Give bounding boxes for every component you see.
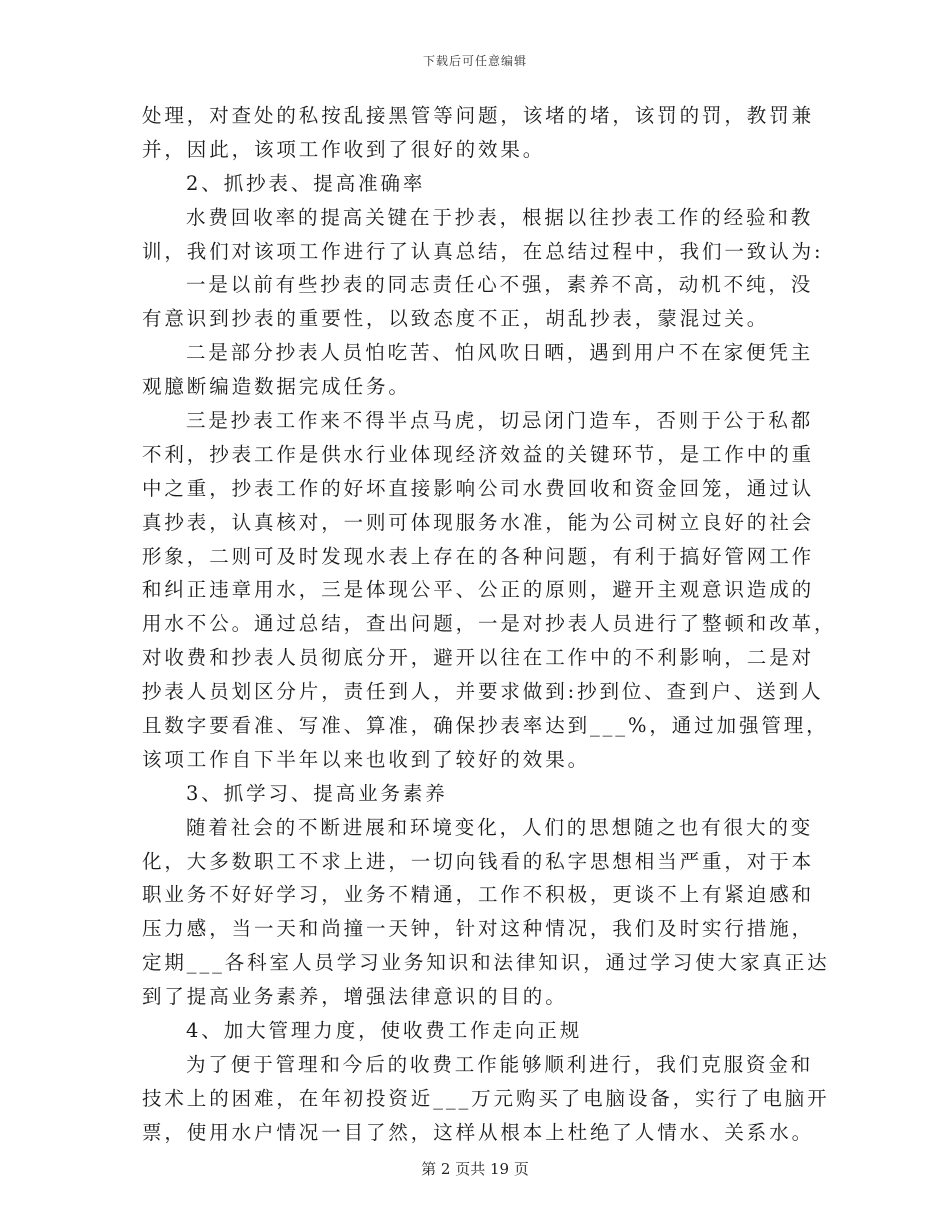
text-line: 为了便于管理和今后的收费工作能够顺利进行，我们克服资金和: [186, 1052, 814, 1076]
text-line: 三是抄表工作来不得半点马虎，切忌闭门造车，否则于公于私都: [186, 409, 814, 433]
text-line: 一是以前有些抄表的同志责任心不强，素养不高，动机不纯，没: [186, 273, 814, 297]
text-line: 到了提高业务素养，增强法律意识的目的。: [142, 985, 568, 1009]
document-body: [142, 99, 837, 1150]
text-line: 随着社会的不断进展和环境变化，人们的思想随之也有很大的变: [186, 815, 814, 839]
page-footer: 第 2 页共 19 页: [421, 1160, 529, 1178]
text-line: 和纠正违章用水，三是体现公平、公正的原则，避开主观意识造成的: [142, 578, 815, 602]
text-line: 不利，抄表工作是供水行业体现经济效益的关键环节，是工作中的重: [142, 442, 815, 466]
text-line: 该项工作自下半年以来也收到了较好的效果。: [142, 747, 591, 771]
text-line: 对收费和抄表人员彻底分开，避开以往在工作中的不利影响，二是对: [142, 646, 815, 670]
section-heading: 3、抓学习、提高业务素养: [186, 781, 448, 805]
text-line: 且数字要看准、写准、算准，确保抄表率达到___%，通过加强管理，: [142, 714, 829, 738]
text-line: 技术上的困难，在年初投资近___万元购买了电脑设备，实行了电脑开: [142, 1086, 830, 1110]
text-line: 水费回收率的提高关键在于抄表，根据以往抄表工作的经验和教: [186, 205, 814, 229]
text-line: 抄表人员划区分片，责任到人，并要求做到:抄到位、查到户、送到人: [142, 680, 824, 704]
text-line: 化，大多数职工不求上进，一切向钱看的私字思想相当严重，对于本: [142, 849, 815, 873]
text-line: 并，因此，该项工作收到了很好的效果。: [142, 137, 546, 161]
text-line: 职业务不好好学习，业务不精通，工作不积极，更谈不上有紧迫感和: [142, 883, 815, 907]
text-line: 定期___各科室人员学习业务知识和法律知识，通过学习使大家真正达: [142, 951, 830, 975]
page-header: 下载后可任意编辑: [422, 54, 527, 68]
section-heading: 4、加大管理力度，使收费工作走向正规: [186, 1019, 583, 1043]
text-line: 二是部分抄表人员怕吃苦、怕风吹日晒，遇到用户不在家便凭主: [186, 341, 814, 365]
section-heading: 2、抓抄表、提高准确率: [186, 171, 426, 195]
text-line: 用水不公。通过总结，查出问题，一是对抄表人员进行了整顿和改革，: [142, 612, 837, 636]
text-line: 处理，对查处的私按乱接黑管等问题，该堵的堵，该罚的罚，教罚兼: [142, 104, 815, 127]
text-line: 观臆断编造数据完成任务。: [142, 375, 411, 399]
text-line: 有意识到抄表的重要性，以致态度不正，胡乱抄表，蒙混过关。: [142, 307, 770, 331]
text-line: 形象，二则可及时发现水表上存在的各种问题，有利于搞好管网工作: [142, 544, 815, 568]
text-line: 票，使用水户情况一目了然，这样从根本上杜绝了人情水、关系水。: [142, 1120, 815, 1144]
text-line: 压力感，当一天和尚撞一天钟，针对这种情况，我们及时实行措施，: [142, 917, 815, 941]
text-line: 训，我们对该项工作进行了认真总结，在总结过程中，我们一致认为:: [142, 239, 824, 263]
text-line: 真抄表，认真核对，一则可体现服务水准，能为公司树立良好的社会: [142, 510, 815, 534]
text-line: 中之重，抄表工作的好坏直接影响公司水费回收和资金回笼，通过认: [142, 476, 815, 500]
